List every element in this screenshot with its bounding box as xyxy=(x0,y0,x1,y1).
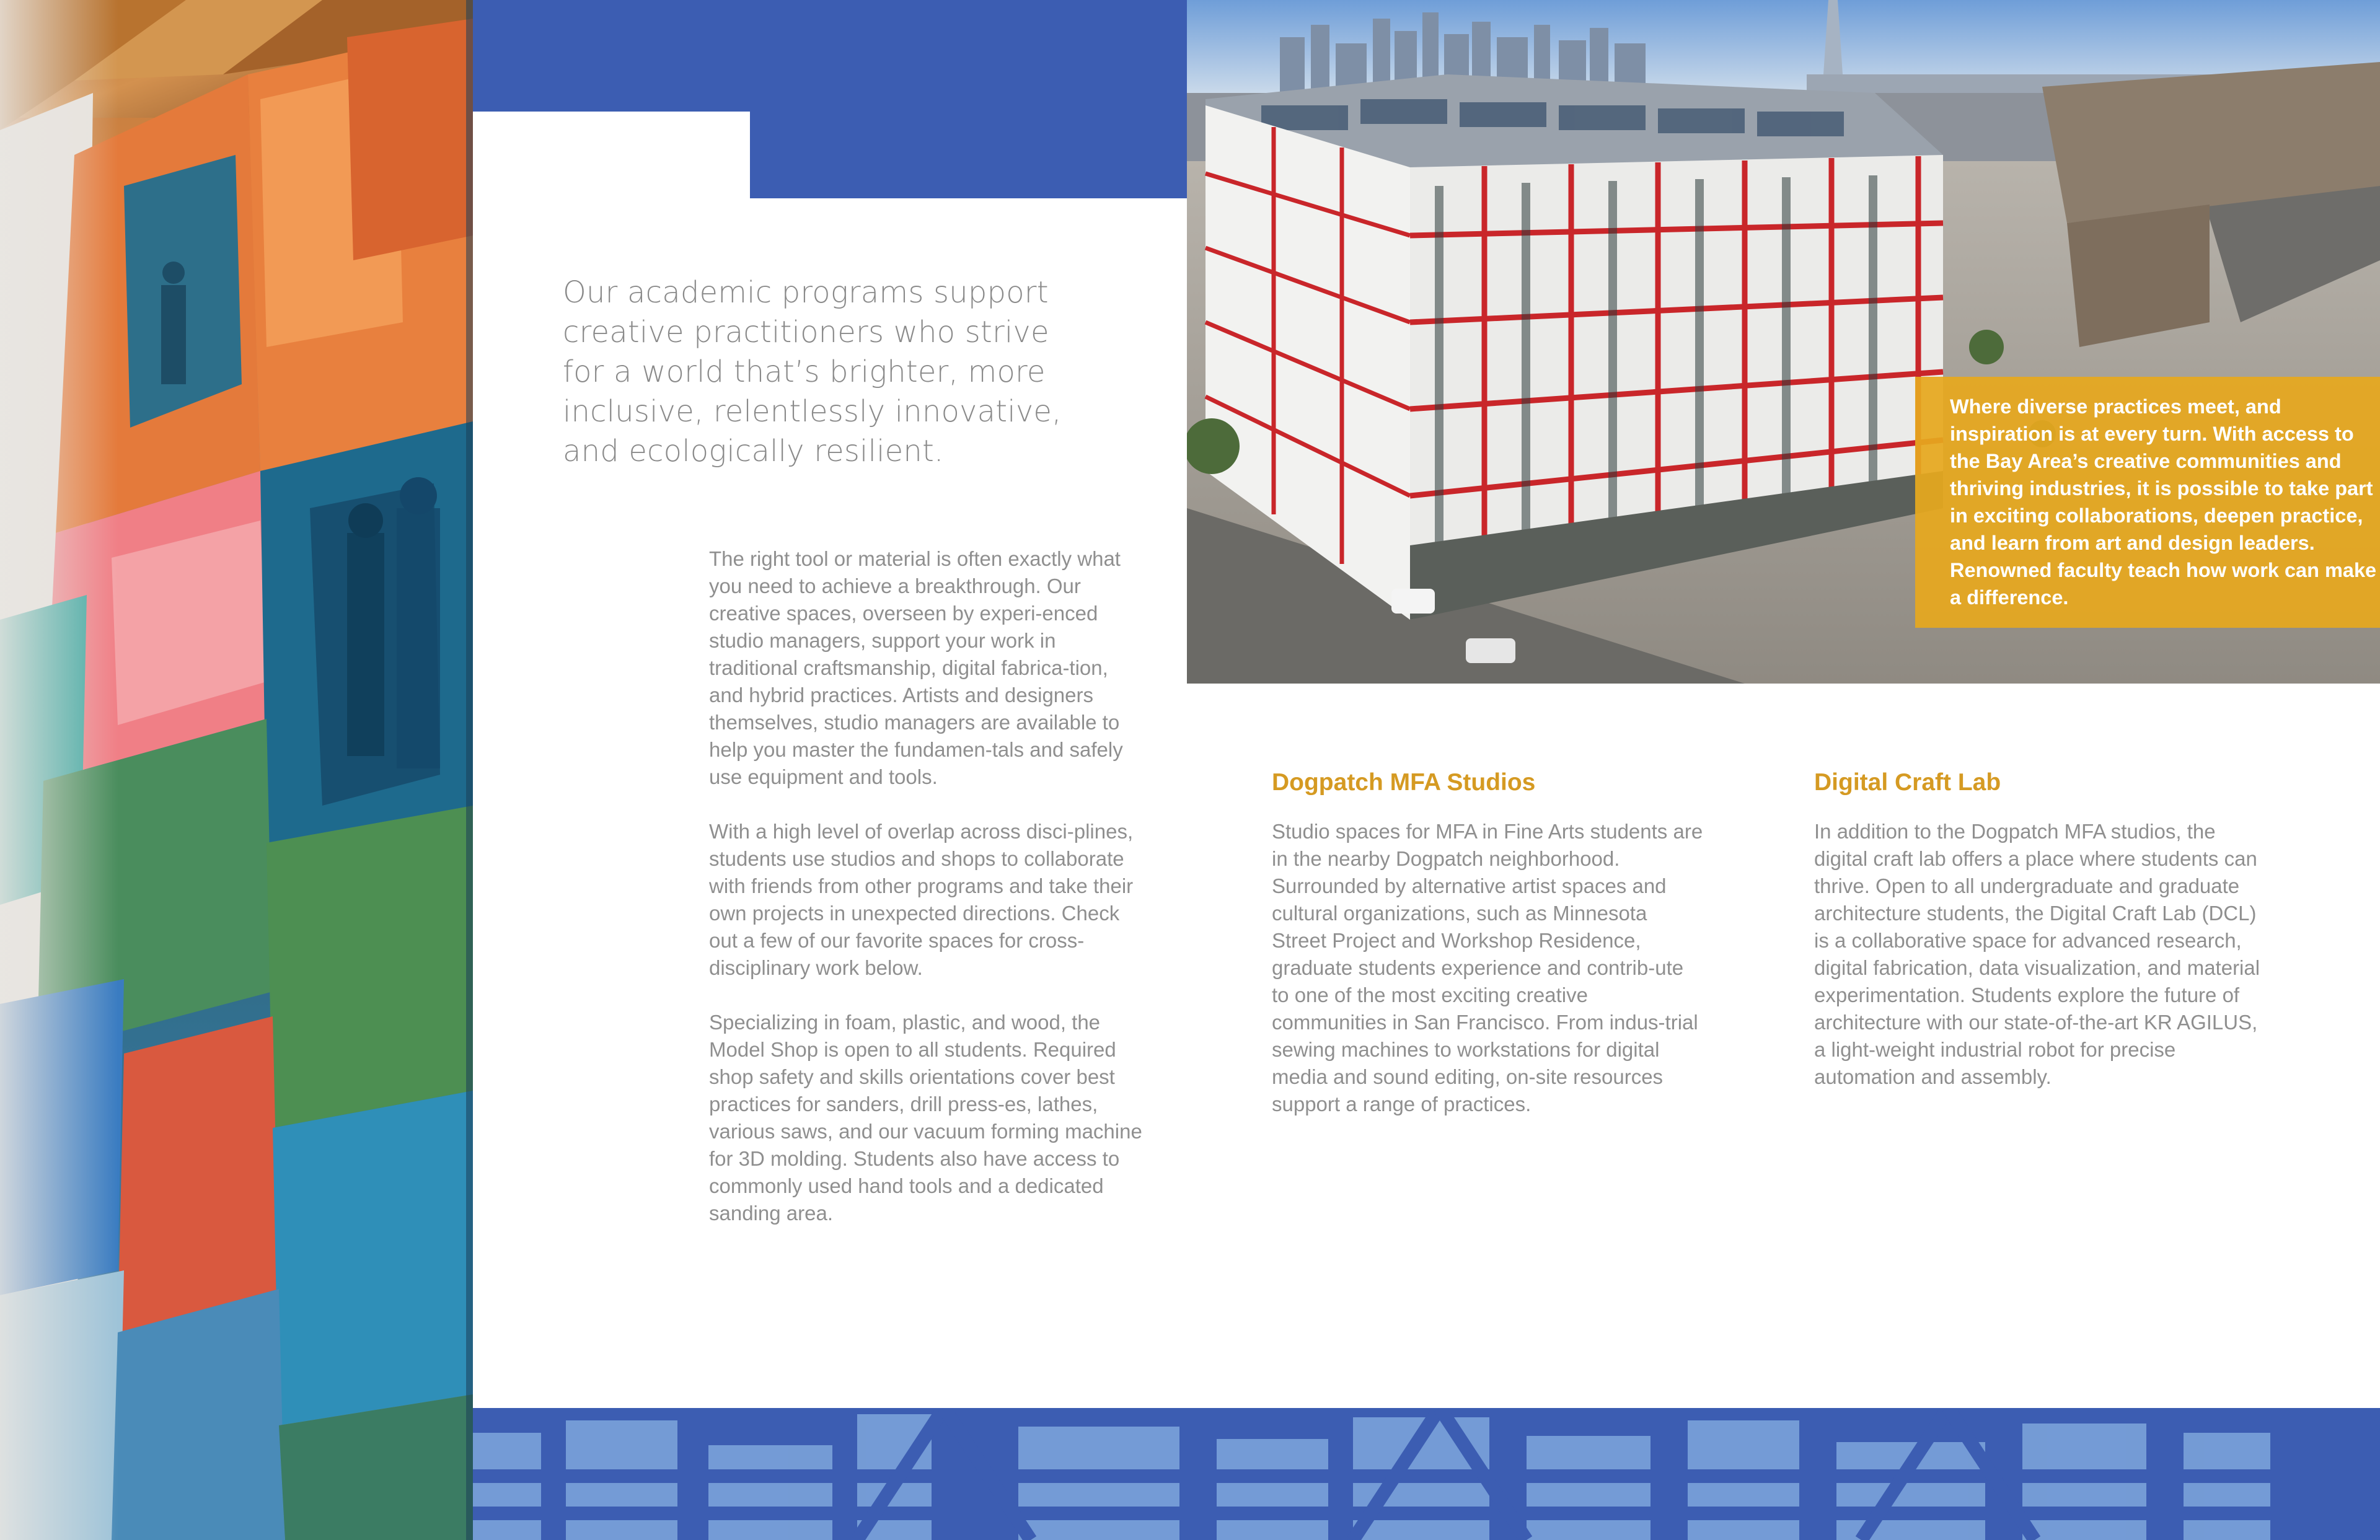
intro-paragraph: The right tool or material is often exactly what you need to achieve a breakthrough. Our creative spaces, overseen by experi-enced studio managers, support your work in traditional craftsmanship, digital fabrica-tion, and hybrid practices. Artists and designers themselves, studio managers are available to help you master the fundamen-tals and safely use equipment and tools. xyxy=(709,547,1123,788)
section-body-dogpatch xyxy=(1272,818,1706,1145)
mural-collage xyxy=(0,0,473,1540)
callout-text: Where diverse practices meet, and inspiration is at every turn. With access to the Bay Area’s creative communities and thriving industries, it is possible to take part in exciting collaborations, deepen practice, and learn from art and design leaders. Renowned faculty teach how work can make a difference. xyxy=(1950,395,2377,609)
headline-line: inclusive, relentlessly innovative, xyxy=(563,394,1062,429)
headline-line: and ecologically resilient. xyxy=(563,434,944,469)
section-title-digital-craft-lab: Digital Craft Lab xyxy=(1814,769,2001,796)
headline-line: for a world that’s brighter, more xyxy=(563,354,1046,389)
header-blue-step xyxy=(750,112,1187,198)
intro-paragraph: With a high level of overlap across disci-plines, students use studios and shops to collaborate with friends from other programs and take their own projects in unexpected directions. Check out a few of our favorite spaces for cross-disciplinary work below. xyxy=(709,820,1134,979)
header-white-notch xyxy=(566,112,750,126)
callout-box xyxy=(1915,377,2380,628)
headline-line: creative practitioners who strive xyxy=(563,315,1049,350)
intro-paragraph: Specializing in foam, plastic, and wood, the Model Shop is open to all students. Required shop safety and skills orientations cover best practices for sanders, drill press-es, lathes, various saws, and our vacuum forming machine for 3D molding. Students also have access to commonly used hand tools and a dedicated sanding area. xyxy=(709,1011,1142,1225)
dogpatch-paragraph: Studio spaces for MFA in Fine Arts students are in the nearby Dogpatch neighborhood. Surrounded by alternative artist spaces and cultural organizations, such as Minnesota Street Project and Workshop Residence, graduate students experience and contrib-ute to one of the most exciting creative communities in San Francisco. From indus-trial sewing machines to workstations for digital media and sound editing, on-site resources support a range of practices. xyxy=(1272,820,1703,1115)
footer-pattern-band xyxy=(473,1408,2380,1540)
mural-photo xyxy=(0,0,473,1540)
intro-column xyxy=(709,545,1143,1254)
footer-pattern xyxy=(473,1408,2380,1540)
page-headline xyxy=(563,273,1121,471)
dcl-paragraph: In addition to the Dogpatch MFA studios, the digital craft lab offers a place where students can thrive. Open to all undergraduate and graduate architecture students, the Digital Craft Lab (DCL) is a collaborative space for advanced research, digital fabrication, data visualization, and material experimentation. Students explore the future of architecture with our state-of-the-art KR AGILUS, a light-weight industrial robot for precise automation and assembly. xyxy=(1814,820,2260,1088)
header-blue-block xyxy=(473,0,1187,112)
headline-line: Our academic programs support xyxy=(563,275,1049,310)
section-title-dogpatch: Dogpatch MFA Studios xyxy=(1272,769,1536,796)
section-body-digital-craft-lab xyxy=(1814,818,2273,1118)
